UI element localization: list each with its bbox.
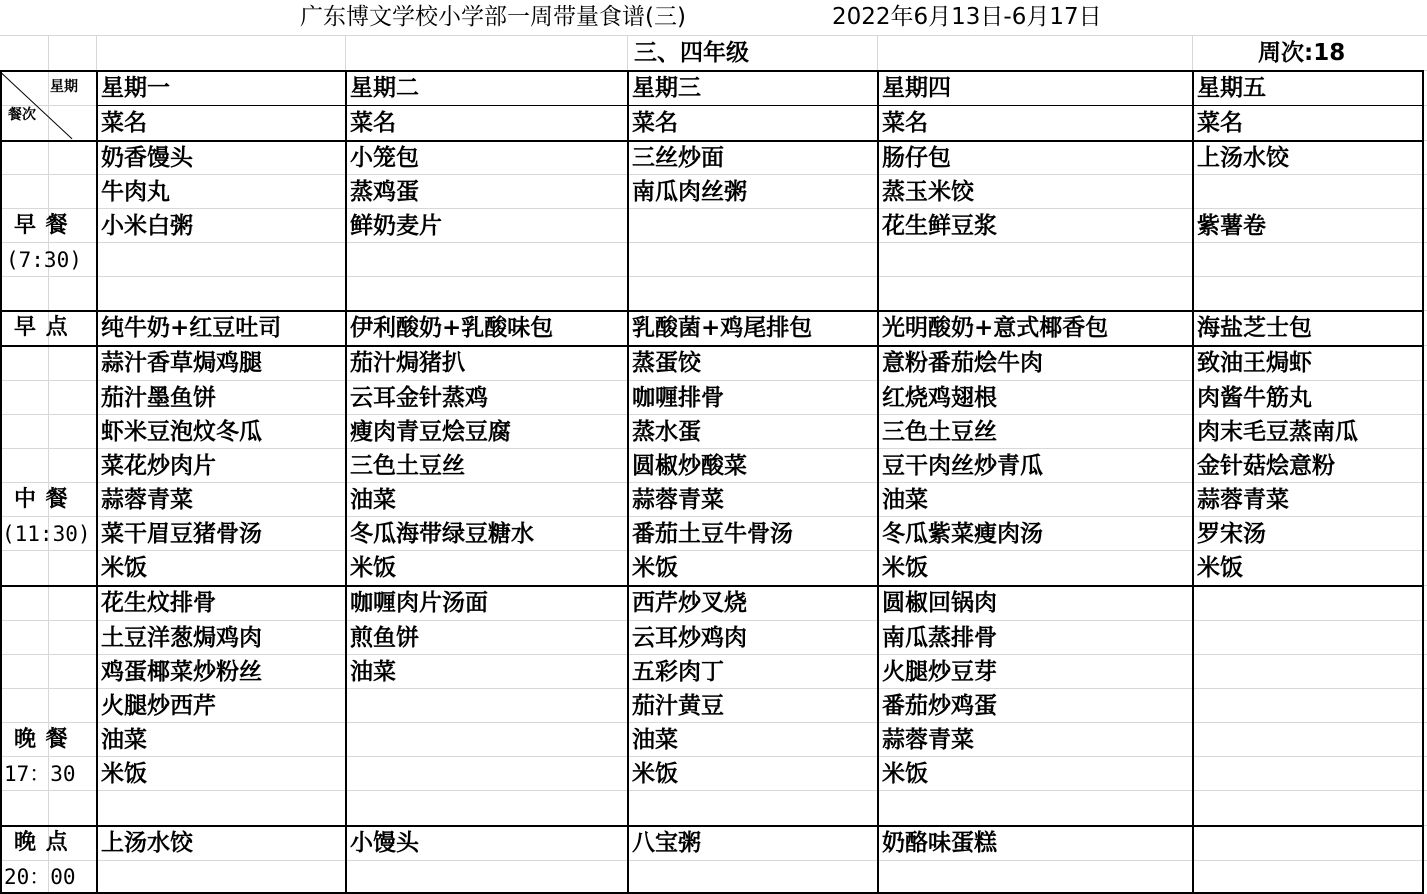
dish-cell: 米饭 [101, 555, 147, 581]
day-header-5: 星期五 [1197, 75, 1266, 101]
dish-cell: 圆椒回锅肉 [882, 590, 997, 616]
dish-cell: 蒸蛋饺 [632, 350, 701, 376]
table-border-left [0, 70, 2, 892]
dish-cell: 紫薯卷 [1197, 213, 1266, 239]
dish-cell: 咖喱肉片汤面 [350, 590, 488, 616]
dish-cell: 圆椒炒酸菜 [632, 453, 747, 479]
dish-cell: 煎鱼饼 [350, 625, 419, 651]
dish-cell: 米饭 [882, 555, 928, 581]
meal-section-divider [0, 825, 1424, 827]
dish-cell: 瘦肉青豆烩豆腐 [350, 419, 511, 445]
dish-cell: 火腿炒豆芽 [882, 659, 997, 685]
dish-cell: 茄汁黄豆 [632, 693, 724, 719]
dish-cell: 油菜 [350, 659, 396, 685]
dish-cell: 五彩肉丁 [632, 659, 724, 685]
gridline-row [0, 756, 1427, 757]
gridline-row [0, 790, 1427, 791]
dish-cell: 菜干眉豆猪骨汤 [101, 521, 262, 547]
table-border-right [1422, 70, 1424, 894]
dish-cell: 致油王焗虾 [1197, 350, 1312, 376]
dish-cell-night-snack: 八宝粥 [632, 830, 701, 856]
dish-cell: 鸡蛋椰菜炒粉丝 [101, 659, 262, 685]
column-divider [345, 70, 347, 892]
dish-cell: 鲜奶麦片 [350, 213, 442, 239]
dish-cell: 土豆洋葱焗鸡肉 [101, 625, 262, 651]
dish-cell: 三色土豆丝 [350, 453, 465, 479]
dish-cell: 红烧鸡翅根 [882, 385, 997, 411]
dish-cell: 意粉番茄烩牛肉 [882, 350, 1043, 376]
meal-time-night-snack: 20：00 [4, 865, 76, 889]
dish-cell: 三色土豆丝 [882, 419, 997, 445]
dish-cell: 茄汁墨鱼饼 [101, 385, 216, 411]
dish-cell: 豆干肉丝炒青瓜 [882, 453, 1043, 479]
dish-cell: 牛肉丸 [101, 179, 170, 205]
dish-cell: 米饭 [632, 555, 678, 581]
dish-header-1: 菜名 [101, 110, 147, 136]
dish-cell: 蒜蓉青菜 [882, 727, 974, 753]
dish-cell: 冬瓜海带绿豆糖水 [350, 521, 534, 547]
dish-header-4: 菜名 [882, 110, 928, 136]
dish-cell-morning-snack: 光明酸奶+意式椰香包 [882, 315, 1109, 341]
dish-cell: 油菜 [882, 487, 928, 513]
meal-label-morning-snack: 早 点 [14, 315, 69, 340]
dish-cell-morning-snack: 乳酸菌+鸡尾排包 [632, 315, 813, 341]
dish-cell: 米饭 [350, 555, 396, 581]
meal-label-breakfast: 早 餐 [14, 213, 69, 238]
dish-cell: 火腿炒西芹 [101, 693, 216, 719]
dish-cell: 米饭 [882, 761, 928, 787]
corner-label-meal: 餐次 [8, 107, 36, 123]
dish-cell: 肉末毛豆蒸南瓜 [1197, 419, 1358, 445]
dish-cell: 蒜汁香草焗鸡腿 [101, 350, 262, 376]
dish-cell: 蒜蓉青菜 [632, 487, 724, 513]
dish-cell: 茄汁焗猪扒 [350, 350, 465, 376]
dish-cell: 油菜 [632, 727, 678, 753]
day-header-4: 星期四 [882, 75, 951, 101]
dish-cell-morning-snack: 纯牛奶+红豆吐司 [101, 315, 282, 341]
column-divider [627, 70, 629, 892]
gridline-row [0, 276, 1427, 277]
date-range: 2022年6月13日-6月17日 [832, 4, 1102, 30]
dish-cell: 米饭 [1197, 555, 1243, 581]
dish-cell: 米饭 [101, 761, 147, 787]
dish-cell-night-snack: 奶酪味蛋糕 [882, 830, 997, 856]
dish-cell: 油菜 [350, 487, 396, 513]
dish-cell-night-snack: 上汤水饺 [101, 830, 193, 856]
dish-cell: 蒸水蛋 [632, 419, 701, 445]
column-divider [877, 70, 879, 892]
week-label: 周次:18 [1258, 40, 1346, 66]
dish-header-2: 菜名 [350, 110, 396, 136]
dish-cell: 云耳炒鸡肉 [632, 625, 747, 651]
dish-cell: 金针菇烩意粉 [1197, 453, 1335, 479]
meal-label-night-snack: 晚 点 [14, 830, 69, 855]
dish-header-5: 菜名 [1197, 110, 1243, 136]
dish-cell: 花生炆排骨 [101, 590, 216, 616]
dish-cell: 西芹炒叉烧 [632, 590, 747, 616]
day-header-1: 星期一 [101, 75, 170, 101]
dish-cell: 蒜蓉青菜 [101, 487, 193, 513]
dish-cell-morning-snack: 伊利酸奶+乳酸味包 [350, 315, 554, 341]
day-header-2: 星期二 [350, 75, 419, 101]
dish-cell: 肠仔包 [882, 145, 951, 171]
dish-cell: 虾米豆泡炆冬瓜 [101, 419, 262, 445]
dish-cell: 蒜蓉青菜 [1197, 487, 1289, 513]
dish-header-3: 菜名 [632, 110, 678, 136]
dish-cell-night-snack: 小馒头 [350, 830, 419, 856]
day-header-3: 星期三 [632, 75, 701, 101]
meal-time-lunch: (11:30) [2, 522, 91, 546]
dish-cell: 奶香馒头 [101, 145, 193, 171]
dish-cell: 小笼包 [350, 145, 419, 171]
corner-label-day: 星期 [50, 79, 78, 95]
dish-cell: 肉酱牛筋丸 [1197, 385, 1312, 411]
dish-cell: 云耳金针蒸鸡 [350, 385, 488, 411]
meal-label-lunch: 中 餐 [14, 487, 69, 512]
dish-cell: 油菜 [101, 727, 147, 753]
dish-cell: 番茄炒鸡蛋 [882, 693, 997, 719]
dish-cell: 蒸玉米饺 [882, 179, 974, 205]
dish-cell: 番茄土豆牛骨汤 [632, 521, 793, 547]
dish-cell: 咖喱排骨 [632, 385, 724, 411]
dish-cell-morning-snack: 海盐芝士包 [1197, 315, 1312, 341]
grade-label: 三、四年级 [634, 40, 749, 66]
meal-time-dinner: 17：30 [4, 762, 76, 786]
dish-cell: 花生鲜豆浆 [882, 213, 997, 239]
dish-cell: 南瓜蒸排骨 [882, 625, 997, 651]
dish-cell: 菜花炒肉片 [101, 453, 216, 479]
gridline-row [0, 860, 1427, 861]
dish-cell: 冬瓜紫菜瘦肉汤 [882, 521, 1043, 547]
dish-cell: 南瓜肉丝粥 [632, 179, 747, 205]
column-divider [96, 70, 98, 892]
meal-label-dinner: 晚 餐 [14, 727, 69, 752]
dish-cell: 罗宋汤 [1197, 521, 1266, 547]
meal-time-breakfast: (7:30) [6, 248, 82, 272]
dish-cell: 上汤水饺 [1197, 145, 1289, 171]
dish-cell: 三丝炒面 [632, 145, 724, 171]
dish-cell: 蒸鸡蛋 [350, 179, 419, 205]
dish-cell: 米饭 [632, 761, 678, 787]
column-divider [1192, 70, 1194, 892]
page-title: 广东博文学校小学部一周带量食谱(三) [300, 4, 686, 30]
dish-cell: 小米白粥 [101, 213, 193, 239]
